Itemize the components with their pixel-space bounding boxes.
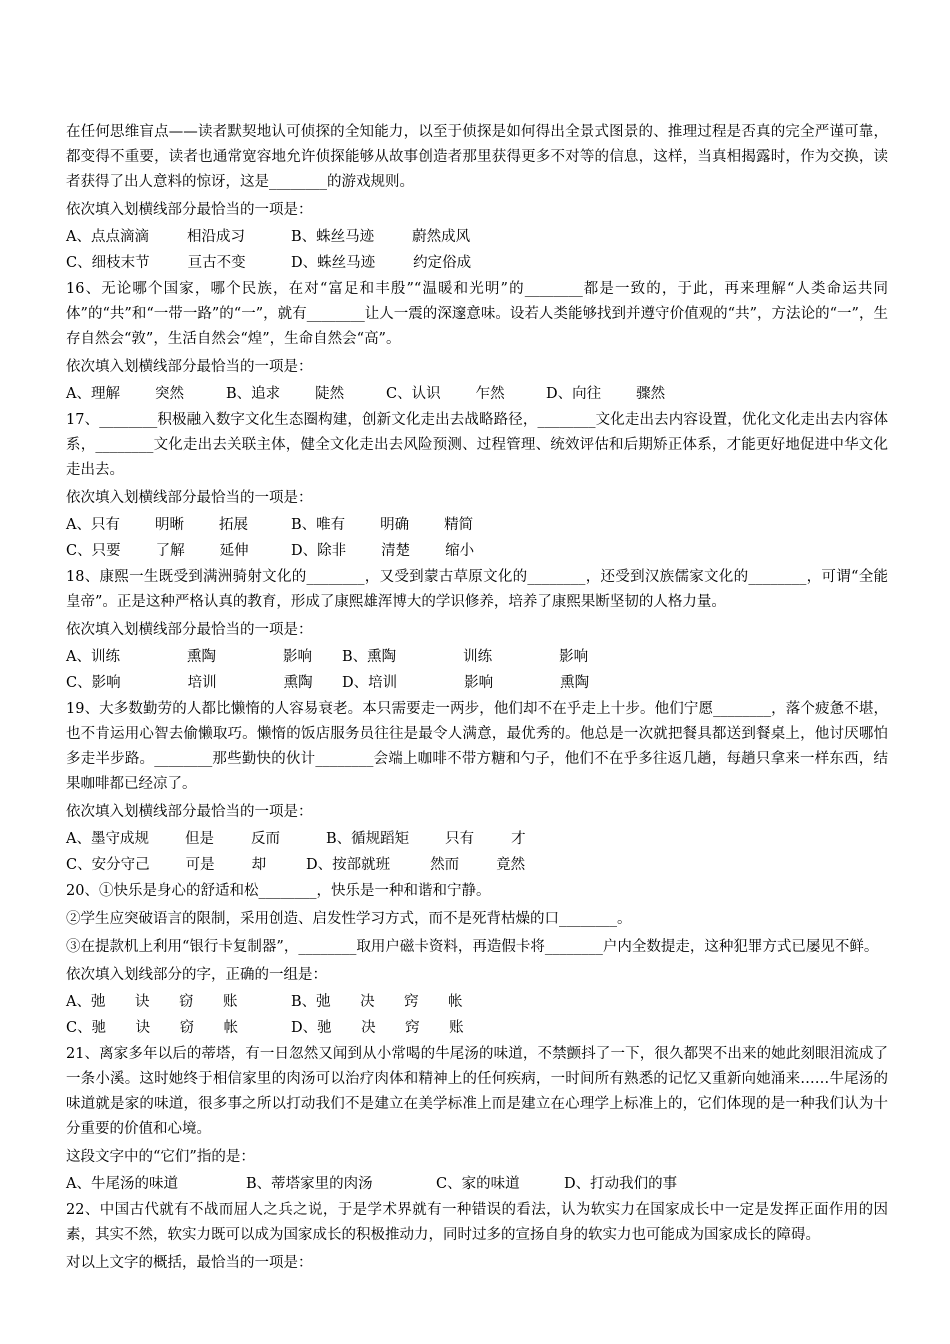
options-row <box>66 671 888 696</box>
option-b[interactable]: B、追求 陡然 <box>226 386 345 402</box>
question-instruction: 依次填入划横线部分最恰当的一项是： <box>66 622 313 638</box>
options-row <box>66 827 888 852</box>
option-c[interactable]: C、影响 培训 熏陶 <box>66 675 313 691</box>
options-row <box>66 539 888 564</box>
option-d[interactable]: D、按部就班 然而 竟然 <box>306 857 526 873</box>
option-c[interactable]: C、只要 了解 延伸 <box>66 543 249 559</box>
question-instruction: 依次填入划横线部分最恰当的一项是： <box>66 804 313 820</box>
options-row <box>66 1016 888 1041</box>
options-row <box>66 382 888 407</box>
question-21: 21、离家多年以后的蒂塔，有一日忽然又闻到从小常喝的牛尾汤的味道，不禁颤抖了一下，很久都哭不出来的她此刻眼泪流成了一条小溪。这时她终于相信家里的肉汤可以治疗肉体和精神上的任何疾病，一时间所有熟悉的记忆又重新向她涌来……牛尾汤的味道就是家的味道，很多事之所以打动我们不是建立在美学标准上而是建立在心理学上标准上的，它们体现的是一种我们认为十分重要的价值和心境。 <box>66 1046 888 1137</box>
question-instruction: 依次填入划横线部分最恰当的一项是： <box>66 202 313 218</box>
options-row <box>66 645 888 670</box>
option-a[interactable]: A、牛尾汤的味道 <box>66 1176 178 1192</box>
question-20-1: 20、①快乐是身心的舒适和松________，快乐是一种和谐和宁静。 <box>66 883 491 899</box>
question-20-3: ③在提款机上利用“银行卡复制器”，________取用户磁卡资料，再造假卡将________户内全数提走，这种犯罪方式已屡见不鲜。 <box>66 939 879 955</box>
question-16: 16、无论哪个国家，哪个民族，在对“富足和丰殷”“温暖和光明”的________都是一致的，于此，再来理解“人类命运共同体”的“共”和“一带一路”的“一”，就有________让人一震的深邃意味。设若人类能够找到并遵守价值观的“共”，方法论的“一”，生存自然会“敦”，生活自然会“煌”，生命自然会“高”。 <box>66 281 888 347</box>
exam-page <box>66 120 888 1278</box>
option-d[interactable]: D、培训 影响 熏陶 <box>342 675 590 691</box>
option-d[interactable]: D、驰 决 窍 账 <box>291 1020 464 1036</box>
option-c[interactable]: C、细枝末节 亘古不变 <box>66 255 246 271</box>
question-instruction: 依次填入划横线部分最恰当的一项是： <box>66 359 313 375</box>
option-b[interactable]: B、蛛丝马迹 蔚然成风 <box>291 229 471 245</box>
question-instruction: 依次填入划横线部分最恰当的一项是： <box>66 490 313 506</box>
option-b[interactable]: B、循规蹈矩 只有 才 <box>326 831 526 847</box>
option-c[interactable]: C、驰 诀 窃 帐 <box>66 1020 239 1036</box>
options-row <box>66 853 888 878</box>
question-instruction: 这段文字中的“它们”指的是： <box>66 1149 255 1165</box>
para-intro: 在任何思维盲点——读者默契地认可侦探的全知能力，以至于侦探是如何得出全景式图景的、推理过程是否真的完全严谨可靠，都变得不重要，读者也通常宽容地允许侦探能够从故事创造者那里获得更多不对等的信息，这样，当真相揭露时，作为交换，读者获得了出人意料的惊讶，这是________的游戏规则。 <box>66 124 888 190</box>
option-a[interactable]: A、训练 熏陶 影响 <box>66 649 312 665</box>
question-22: 22、中国古代就有不战而屈人之兵之说，于是学术界就有一种错误的看法，认为软实力在国家成长中一定是发挥正面作用的因素，其实不然，软实力既可以成为国家成长的积极推动力，同时过多的宣扬自身的软实力也可能成为国家成长的障碍。 <box>66 1202 888 1243</box>
option-a[interactable]: A、弛 诀 窃 账 <box>66 994 238 1010</box>
option-a[interactable]: A、只有 明晰 拓展 <box>66 517 248 533</box>
options-row <box>66 225 888 250</box>
options-row <box>66 513 888 538</box>
option-d[interactable]: D、蛛丝马迹 约定俗成 <box>291 255 472 271</box>
options-row <box>66 1172 888 1197</box>
option-c[interactable]: C、认识 乍然 <box>386 386 505 402</box>
options-row <box>66 990 888 1015</box>
option-c[interactable]: C、家的味道 <box>436 1176 520 1192</box>
option-d[interactable]: D、除非 清楚 缩小 <box>291 543 475 559</box>
option-d[interactable]: D、打动我们的事 <box>564 1176 678 1192</box>
option-d[interactable]: D、向往 骤然 <box>546 386 666 402</box>
question-instruction: 依次填入划线部分的字，正确的一组是： <box>66 967 327 983</box>
option-c[interactable]: C、安分守己 可是 却 <box>66 857 267 873</box>
option-b[interactable]: B、蒂塔家里的肉汤 <box>246 1176 373 1192</box>
question-18: 18、康熙一生既受到满洲骑射文化的________，又受到蒙古草原文化的________，还受到汉族儒家文化的________，可谓“全能皇帝”。正是这种严格认真的教育，形成了康熙雄浑博大的学识修养，培养了康熙果断坚韧的人格力量。 <box>66 569 888 610</box>
question-17: 17、________积极融入数字文化生态圈构建，创新文化走出去战略路径，________文化走出去内容设置，优化文化走出去内容体系，________文化走出去关联主体，健全文化走出去风险预测、过程管理、统效评估和后期矫正体系，才能更好地促进中华文化走出去。 <box>66 412 888 478</box>
question-19: 19、大多数勤劳的人都比懒惰的人容易衰老。本只需要走一两步，他们却不在乎走上十步。他们宁愿________，落个疲惫不堪，也不肯运用心智去偷懒取巧。懒惰的饭店服务员往往是最令人满意，最优秀的。他总是一次就把餐具都送到餐桌上，他讨厌哪怕多走半步路。________那些勤快的伙计________会端上咖啡不带方糖和勺子，他们不在乎多往返几趟，每趟只拿来一样东西，结果咖啡都已经凉了。 <box>66 701 888 792</box>
option-a[interactable]: A、点点滴滴 相沿成习 <box>66 229 245 245</box>
option-b[interactable]: B、弛 决 窍 帐 <box>291 994 463 1010</box>
question-instruction: 对以上文字的概括，最恰当的一项是： <box>66 1255 313 1271</box>
options-row <box>66 251 888 276</box>
option-a[interactable]: A、理解 突然 <box>66 386 184 402</box>
option-b[interactable]: B、熏陶 训练 影响 <box>342 649 589 665</box>
question-20-2: ②学生应突破语言的限制，采用创造、启发性学习方式，而不是死背枯燥的口________。 <box>66 911 632 927</box>
option-b[interactable]: B、唯有 明确 精简 <box>291 517 474 533</box>
option-a[interactable]: A、墨守成规 但是 反而 <box>66 831 280 847</box>
